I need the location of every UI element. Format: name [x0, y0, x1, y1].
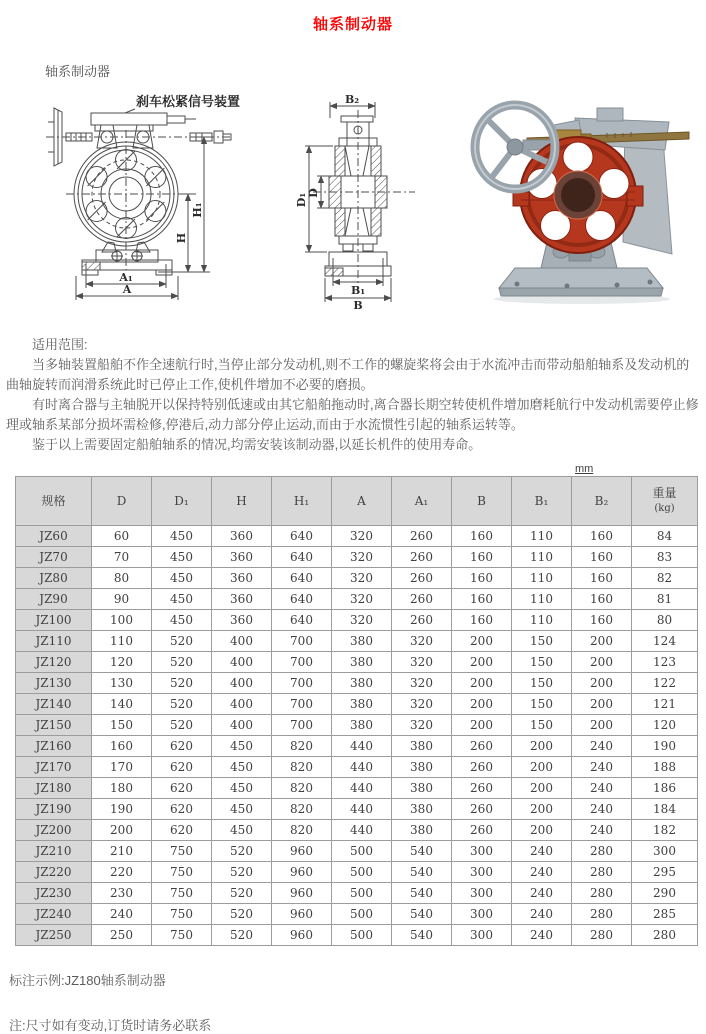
value-cell: 450 [152, 526, 212, 547]
value-cell: 82 [632, 568, 698, 589]
value-cell: 83 [632, 547, 698, 568]
value-cell: 160 [572, 526, 632, 547]
value-cell: 450 [212, 778, 272, 799]
value-cell: 150 [512, 694, 572, 715]
value-cell: 280 [572, 904, 632, 925]
col-header-a: A [332, 477, 392, 526]
value-cell: 380 [392, 820, 452, 841]
value-cell: 280 [572, 841, 632, 862]
table-unit-label: mm [575, 463, 594, 475]
value-cell: 320 [332, 610, 392, 631]
value-cell: 160 [452, 589, 512, 610]
value-cell: 240 [512, 925, 572, 946]
table-row [16, 736, 698, 757]
value-cell: 60 [92, 526, 152, 547]
value-cell: 240 [92, 904, 152, 925]
value-cell: 190 [92, 799, 152, 820]
value-cell: 440 [332, 757, 392, 778]
value-cell: 400 [212, 652, 272, 673]
paragraph: 鉴于以上需要固定船舶轴系的情况,均需安装该制动器,以延长机件的使用寿命。 [32, 437, 482, 452]
value-cell: 360 [212, 547, 272, 568]
value-cell: 960 [272, 904, 332, 925]
dim-label-d: D [307, 188, 320, 198]
value-cell: 240 [572, 736, 632, 757]
value-cell: 540 [392, 904, 452, 925]
value-cell: 150 [512, 652, 572, 673]
value-cell: 160 [572, 589, 632, 610]
value-cell: 960 [272, 925, 332, 946]
value-cell: 170 [92, 757, 152, 778]
table-row [16, 757, 698, 778]
spec-cell: JZ100 [16, 610, 92, 631]
spec-cell: JZ200 [16, 820, 92, 841]
table-row [16, 799, 698, 820]
value-cell: 180 [92, 778, 152, 799]
table-row [16, 820, 698, 841]
value-cell: 750 [152, 862, 212, 883]
value-cell: 240 [572, 778, 632, 799]
spec-cell: JZ160 [16, 736, 92, 757]
value-cell: 200 [572, 715, 632, 736]
spec-cell: JZ90 [16, 589, 92, 610]
value-cell: 820 [272, 778, 332, 799]
value-cell: 520 [152, 715, 212, 736]
value-cell: 160 [92, 736, 152, 757]
value-cell: 160 [452, 610, 512, 631]
value-cell: 500 [332, 841, 392, 862]
footnotes [9, 970, 706, 1034]
spec-cell: JZ130 [16, 673, 92, 694]
spec-cell: JZ120 [16, 652, 92, 673]
value-cell: 80 [632, 610, 698, 631]
value-cell: 820 [272, 736, 332, 757]
value-cell: 140 [92, 694, 152, 715]
value-cell: 360 [212, 589, 272, 610]
value-cell: 182 [632, 820, 698, 841]
value-cell: 360 [212, 526, 272, 547]
value-cell: 450 [152, 589, 212, 610]
value-cell: 260 [452, 820, 512, 841]
value-cell: 240 [512, 904, 572, 925]
spec-cell: JZ190 [16, 799, 92, 820]
value-cell: 285 [632, 904, 698, 925]
value-cell: 124 [632, 631, 698, 652]
value-cell: 200 [572, 652, 632, 673]
value-cell: 260 [452, 757, 512, 778]
value-cell: 620 [152, 736, 212, 757]
value-cell: 380 [332, 631, 392, 652]
value-cell: 320 [392, 673, 452, 694]
value-cell: 500 [332, 925, 392, 946]
table-row [16, 526, 698, 547]
value-cell: 110 [512, 547, 572, 568]
value-cell: 700 [272, 694, 332, 715]
dim-label-d1: D₁ [295, 192, 308, 208]
value-cell: 700 [272, 715, 332, 736]
value-cell: 110 [512, 610, 572, 631]
col-header-d1: D₁ [152, 477, 212, 526]
value-cell: 520 [152, 673, 212, 694]
value-cell: 160 [452, 547, 512, 568]
value-cell: 320 [332, 526, 392, 547]
col-header-b1: B₁ [512, 477, 572, 526]
value-cell: 500 [332, 883, 392, 904]
value-cell: 250 [92, 925, 152, 946]
value-cell: 960 [272, 841, 332, 862]
value-cell: 150 [92, 715, 152, 736]
value-cell: 700 [272, 652, 332, 673]
table-row [16, 631, 698, 652]
dim-label-a: A [122, 283, 132, 296]
spec-cell: JZ60 [16, 526, 92, 547]
value-cell: 450 [152, 610, 212, 631]
value-cell: 450 [152, 568, 212, 589]
value-cell: 520 [212, 883, 272, 904]
value-cell: 80 [92, 568, 152, 589]
value-cell: 200 [572, 631, 632, 652]
table-row [16, 841, 698, 862]
value-cell: 820 [272, 799, 332, 820]
table-row [16, 904, 698, 925]
value-cell: 520 [152, 652, 212, 673]
value-cell: 640 [272, 589, 332, 610]
col-header-weight [632, 477, 698, 526]
value-cell: 122 [632, 673, 698, 694]
value-cell: 150 [512, 631, 572, 652]
value-cell: 750 [152, 925, 212, 946]
value-cell: 440 [332, 736, 392, 757]
col-header-h: H [212, 477, 272, 526]
value-cell: 160 [572, 568, 632, 589]
value-cell: 200 [572, 694, 632, 715]
front-view-caption: 刹车松紧信号装置 [136, 95, 241, 110]
value-cell: 90 [92, 589, 152, 610]
value-cell: 960 [272, 883, 332, 904]
value-cell: 188 [632, 757, 698, 778]
value-cell: 220 [92, 862, 152, 883]
dim-label-b2: B₂ [344, 93, 360, 106]
value-cell: 640 [272, 526, 332, 547]
value-cell: 300 [452, 904, 512, 925]
value-cell: 400 [212, 694, 272, 715]
value-cell: 290 [632, 883, 698, 904]
note-disclaimer: 注:尺寸如有变动,订货时请务必联系 [9, 1018, 212, 1033]
spec-cell: JZ250 [16, 925, 92, 946]
value-cell: 380 [392, 799, 452, 820]
table-row [16, 925, 698, 946]
value-cell: 260 [392, 568, 452, 589]
table-row [16, 652, 698, 673]
value-cell: 540 [392, 841, 452, 862]
table-row [16, 883, 698, 904]
value-cell: 540 [392, 925, 452, 946]
spec-cell: JZ180 [16, 778, 92, 799]
value-cell: 450 [212, 757, 272, 778]
value-cell: 380 [332, 694, 392, 715]
value-cell: 260 [392, 610, 452, 631]
value-cell: 160 [572, 547, 632, 568]
value-cell: 240 [512, 883, 572, 904]
side-view-drawing [295, 92, 435, 317]
value-cell: 120 [632, 715, 698, 736]
value-cell: 450 [212, 736, 272, 757]
value-cell: 360 [212, 610, 272, 631]
value-cell: 240 [512, 862, 572, 883]
spec-cell: JZ140 [16, 694, 92, 715]
spec-cell: JZ110 [16, 631, 92, 652]
dim-label-h: H [175, 232, 188, 244]
dim-label-b1: B₁ [350, 284, 366, 297]
subtitle: 轴系制动器 [45, 64, 111, 79]
value-cell: 260 [452, 736, 512, 757]
value-cell: 750 [152, 841, 212, 862]
value-cell: 520 [152, 631, 212, 652]
value-cell: 150 [512, 715, 572, 736]
value-cell: 81 [632, 589, 698, 610]
table-row [16, 715, 698, 736]
table-row [16, 673, 698, 694]
value-cell: 120 [92, 652, 152, 673]
table-row [16, 547, 698, 568]
application-text [6, 335, 700, 455]
value-cell: 300 [452, 925, 512, 946]
note-example: 标注示例:JZ180轴系制动器 [9, 973, 166, 988]
value-cell: 210 [92, 841, 152, 862]
value-cell: 200 [92, 820, 152, 841]
product-photo [457, 92, 702, 317]
value-cell: 186 [632, 778, 698, 799]
value-cell: 100 [92, 610, 152, 631]
value-cell: 320 [392, 715, 452, 736]
page-title: 轴系制动器 [312, 16, 393, 33]
value-cell: 620 [152, 778, 212, 799]
value-cell: 320 [332, 568, 392, 589]
value-cell: 240 [512, 841, 572, 862]
spec-cell: JZ80 [16, 568, 92, 589]
table-row [16, 568, 698, 589]
value-cell: 260 [392, 547, 452, 568]
value-cell: 380 [332, 673, 392, 694]
value-cell: 820 [272, 820, 332, 841]
value-cell: 380 [392, 757, 452, 778]
value-cell: 260 [392, 589, 452, 610]
value-cell: 300 [452, 883, 512, 904]
value-cell: 130 [92, 673, 152, 694]
value-cell: 150 [512, 673, 572, 694]
value-cell: 295 [632, 862, 698, 883]
spec-cell: JZ70 [16, 547, 92, 568]
value-cell: 520 [212, 862, 272, 883]
col-header-d: D [92, 477, 152, 526]
value-cell: 160 [452, 526, 512, 547]
value-cell: 200 [512, 799, 572, 820]
value-cell: 500 [332, 862, 392, 883]
weight-unit-label: (kg) [654, 503, 675, 514]
value-cell: 260 [452, 778, 512, 799]
value-cell: 260 [452, 799, 512, 820]
value-cell: 450 [152, 547, 212, 568]
value-cell: 440 [332, 778, 392, 799]
front-view-drawing [38, 92, 273, 312]
value-cell: 160 [572, 610, 632, 631]
value-cell: 700 [272, 673, 332, 694]
col-header-a1: A₁ [392, 477, 452, 526]
value-cell: 380 [332, 652, 392, 673]
value-cell: 320 [332, 589, 392, 610]
value-cell: 121 [632, 694, 698, 715]
value-cell: 750 [152, 883, 212, 904]
value-cell: 620 [152, 820, 212, 841]
paragraph: 当多轴装置船舶不作全速航行时,当停止部分发动机,则不工作的螺旋桨将会由于水流冲击而带动船舶轴系及发动机的曲轴旋转而润滑系统此时已停止工作,使机件增加不必要的磨损。 [6, 357, 690, 392]
table-row [16, 862, 698, 883]
value-cell: 400 [212, 715, 272, 736]
value-cell: 500 [332, 904, 392, 925]
spec-table [15, 476, 698, 946]
value-cell: 750 [152, 904, 212, 925]
value-cell: 123 [632, 652, 698, 673]
value-cell: 110 [512, 589, 572, 610]
spec-cell: JZ150 [16, 715, 92, 736]
table-row [16, 694, 698, 715]
value-cell: 184 [632, 799, 698, 820]
value-cell: 620 [152, 799, 212, 820]
spec-cell: JZ230 [16, 883, 92, 904]
value-cell: 200 [512, 820, 572, 841]
table-row [16, 778, 698, 799]
value-cell: 200 [572, 673, 632, 694]
figures-row [38, 92, 706, 317]
value-cell: 700 [272, 631, 332, 652]
value-cell: 280 [572, 925, 632, 946]
table-row [16, 589, 698, 610]
value-cell: 380 [392, 736, 452, 757]
value-cell: 110 [512, 568, 572, 589]
weight-label: 重量 [652, 486, 677, 500]
value-cell: 200 [512, 778, 572, 799]
value-cell: 960 [272, 862, 332, 883]
value-cell: 620 [152, 757, 212, 778]
value-cell: 160 [452, 568, 512, 589]
paragraph: 有时离合器与主轴脱开以保持特别低速或由其它船舶拖动时,离合器长期空转使机件增加磨耗航行中发动机需要停止修理或轴系某部分损坏需检修,停港后,动力部分停止运动,而由于水流惯性引起的轴系运转等。 [6, 397, 699, 432]
dim-label-b: B [353, 299, 363, 312]
spec-cell: JZ220 [16, 862, 92, 883]
value-cell: 200 [512, 736, 572, 757]
col-header-b: B [452, 477, 512, 526]
value-cell: 110 [92, 631, 152, 652]
value-cell: 200 [452, 673, 512, 694]
value-cell: 400 [212, 631, 272, 652]
value-cell: 300 [632, 841, 698, 862]
value-cell: 190 [632, 736, 698, 757]
dim-label-h1: H₁ [191, 202, 204, 218]
value-cell: 520 [212, 841, 272, 862]
dim-label-a1: A₁ [119, 271, 133, 284]
spec-cell: JZ210 [16, 841, 92, 862]
value-cell: 360 [212, 568, 272, 589]
value-cell: 110 [512, 526, 572, 547]
table-row [16, 610, 698, 631]
value-cell: 380 [392, 778, 452, 799]
value-cell: 240 [572, 757, 632, 778]
value-cell: 320 [332, 547, 392, 568]
value-cell: 440 [332, 820, 392, 841]
col-header-b2: B₂ [572, 477, 632, 526]
value-cell: 300 [452, 841, 512, 862]
value-cell: 200 [512, 757, 572, 778]
col-header-h1: H₁ [272, 477, 332, 526]
value-cell: 540 [392, 862, 452, 883]
value-cell: 280 [632, 925, 698, 946]
value-cell: 230 [92, 883, 152, 904]
value-cell: 320 [392, 694, 452, 715]
value-cell: 320 [392, 631, 452, 652]
value-cell: 520 [212, 925, 272, 946]
header-row [16, 477, 698, 526]
spec-cell: JZ170 [16, 757, 92, 778]
paragraph: 适用范围: [32, 337, 88, 352]
value-cell: 260 [392, 526, 452, 547]
value-cell: 640 [272, 610, 332, 631]
value-cell: 280 [572, 862, 632, 883]
value-cell: 200 [452, 715, 512, 736]
value-cell: 640 [272, 547, 332, 568]
value-cell: 240 [572, 799, 632, 820]
value-cell: 280 [572, 883, 632, 904]
value-cell: 520 [152, 694, 212, 715]
value-cell: 320 [392, 652, 452, 673]
value-cell: 640 [272, 568, 332, 589]
value-cell: 380 [332, 715, 392, 736]
col-header-spec: 规格 [16, 477, 92, 526]
value-cell: 300 [452, 862, 512, 883]
value-cell: 450 [212, 820, 272, 841]
value-cell: 450 [212, 799, 272, 820]
value-cell: 820 [272, 757, 332, 778]
value-cell: 440 [332, 799, 392, 820]
spec-cell: JZ240 [16, 904, 92, 925]
value-cell: 200 [452, 631, 512, 652]
value-cell: 240 [572, 820, 632, 841]
value-cell: 200 [452, 694, 512, 715]
value-cell: 84 [632, 526, 698, 547]
value-cell: 200 [452, 652, 512, 673]
value-cell: 540 [392, 883, 452, 904]
value-cell: 400 [212, 673, 272, 694]
value-cell: 520 [212, 904, 272, 925]
value-cell: 70 [92, 547, 152, 568]
spec-table-body [16, 526, 698, 946]
